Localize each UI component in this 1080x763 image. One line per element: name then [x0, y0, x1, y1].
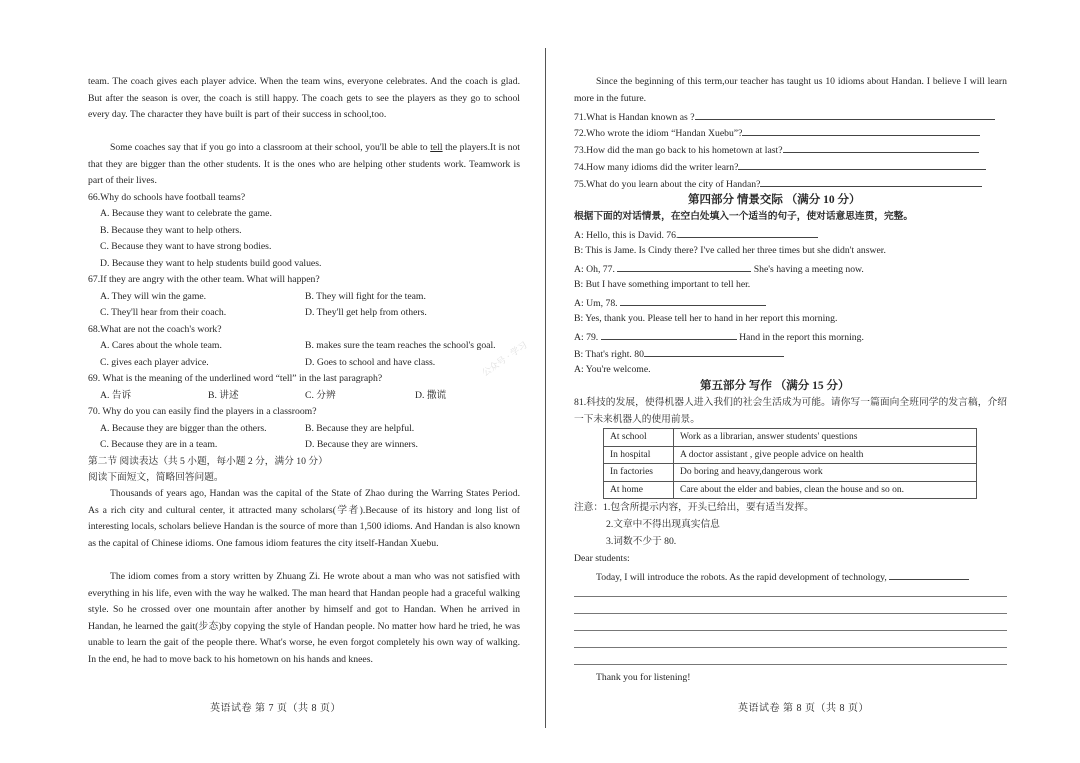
writing-line[interactable]	[574, 647, 1007, 648]
page-footer: 英语试卷 第 8 页（共 8 页）	[738, 703, 869, 714]
writing-prompt: 81.科技的发展，使得机器人进入我们的社会生活成为可能。请你写一篇面向全班同学的发言稿，介绍一下未来机器人的使用前景。	[574, 397, 1007, 425]
answer-blank[interactable]	[738, 160, 986, 170]
table-row	[604, 429, 977, 447]
table-cell: A doctor assistant , give people advice on health	[674, 446, 977, 464]
writing-line[interactable]	[574, 630, 1007, 631]
table-cell: At home	[604, 481, 674, 499]
dialogue-line: B: But I have something important to tell her.	[574, 279, 751, 290]
passage-paragraph: The idiom comes from a story written by Zhuang Zi. He wrote about a man who was not satisfied with everything in his life, even with the way he walked. The man heard that Handan people had a graceful walking style. So he crossed over one mountain after another by himself and got to Handan. When he arrived in Handan, he learned the gait(步态)by copying the style of Handan people. No matter how hard he tried, he was unable to learn the gait of the people there. What's worse, he even forgot completely his own way of walking. In the end, he had to move back to his hometown on his hands and knees.	[88, 571, 520, 665]
option: A. Cares about the whole team.	[100, 340, 222, 351]
writing-note: 3.词数不少于 80.	[606, 536, 677, 547]
passage-paragraph: Thousands of years ago, Handan was the capital of the State of Zhao during the Warring States Period. As a rich city and cultural center, it attracted many scholars(学者).Because of its history and long list of interesting locals, scholars believe Handan is the source of more than 1,500 idioms. And Handan is also known as the capital of Chinese idioms. One famous idiom features the city itself-Handan Xuebu.	[88, 488, 520, 549]
short-answer-question: 75.What do you learn about the city of Handan?	[574, 177, 982, 191]
option: A. Because they are bigger than the others.	[100, 423, 267, 434]
option: D. Because they want to help students build good values.	[100, 258, 322, 269]
underlined-word: tell	[430, 142, 443, 153]
dialogue-line: A: 79. Hand in the report this morning.	[574, 332, 864, 343]
question-stem: 68.What are not the coach's work?	[88, 324, 222, 335]
passage-paragraph: Since the beginning of this term,our teacher has taught us 10 idioms about Handan. I believe I will learn more in the future.	[574, 76, 1007, 104]
table-row	[604, 481, 977, 499]
table-cell: At school	[604, 429, 674, 447]
option: A. 告诉	[100, 390, 132, 401]
essay-opening: Today, I will introduce the robots. As the rapid development of technology,	[596, 570, 969, 584]
passage-paragraph: Some coaches say that if you go into a classroom at their school, you'll be able to tell the players.It is not that they are bigger than the other students. It is the ones who are helping other students work. Teamwork is part of their lives.	[88, 142, 520, 187]
passage-paragraph: team. The coach gives each player advice. When the team wins, everyone celebrates. And the coach is glad. But after the season is over, the coach is still happy. The coach gets to see the players as they go to school every day. The character they have built is part of their success in school,too.	[88, 76, 520, 121]
short-answer-question: 73.How did the man go back to his hometown at last?	[574, 143, 979, 157]
writing-note: 2.文章中不得出现真实信息	[606, 519, 720, 530]
dialogue-line: B: That's right. 80	[574, 347, 784, 361]
section-title: 第二节 阅读表达（共 5 小题，每小题 2 分，满分 10 分）	[88, 456, 328, 467]
answer-blank[interactable]	[678, 228, 818, 238]
writing-note: 注意：1.包含所提示内容，开头已给出，要有适当发挥。	[574, 502, 814, 513]
option: D. 撒谎	[415, 390, 447, 401]
question-stem: 69. What is the meaning of the underlined word “tell” in the last paragraph?	[88, 373, 383, 384]
answer-blank[interactable]	[601, 330, 737, 340]
part4-instruction: 根据下面的对话情景，在空白处填入一个适当的句子，使对话意思连贯，完整。	[574, 211, 914, 222]
table-cell: Do boring and heavy,dangerous work	[674, 464, 977, 482]
writing-line[interactable]	[574, 613, 1007, 614]
table-row	[604, 446, 977, 464]
option: C. Because they are in a team.	[100, 439, 218, 450]
option: B. 讲述	[208, 390, 239, 401]
dialogue-line: A: Hello, this is David. 76.	[574, 228, 818, 242]
answer-blank[interactable]	[760, 177, 982, 187]
option: A. They will win the game.	[100, 291, 207, 302]
robot-uses-table	[603, 428, 977, 499]
option: C. Because they want to have strong bodies.	[100, 241, 272, 252]
option: D. They'll get help from others.	[305, 307, 427, 318]
part4-title: 第四部分 情景交际 （满分 10 分）	[688, 194, 861, 206]
table-cell: In factories	[604, 464, 674, 482]
question-stem: 67.If they are angry with the other team. What will happen?	[88, 274, 320, 285]
table-cell: In hospital	[604, 446, 674, 464]
answer-blank[interactable]	[620, 296, 766, 306]
question-stem: 66.Why do schools have football teams?	[88, 192, 246, 203]
page-footer: 英语试卷 第 7 页（共 8 页）	[210, 703, 341, 714]
answer-blank[interactable]	[742, 126, 980, 136]
question-stem: 70. Why do you can easily find the players in a classroom?	[88, 406, 317, 417]
dialogue-line: A: You're welcome.	[574, 364, 651, 375]
table-row	[604, 464, 977, 482]
option: B. They will fight for the team.	[305, 291, 426, 302]
short-answer-question: 71.What is Handan known as ?	[574, 110, 995, 124]
watermark: 公众号 · 学习	[480, 339, 529, 379]
dialogue-line: A: Um, 78.	[574, 296, 766, 310]
section-instruction: 阅读下面短文，简略回答问题。	[88, 472, 224, 483]
option: B. Because they are helpful.	[305, 423, 415, 434]
part5-title: 第五部分 写作 （满分 15 分）	[700, 380, 850, 392]
table-cell: Work as a librarian, answer students' questions	[674, 429, 977, 447]
option: B. Because they want to help others.	[100, 225, 242, 236]
answer-blank[interactable]	[644, 347, 784, 357]
short-answer-question: 74.How many idioms did the writer learn?	[574, 160, 986, 174]
answer-blank[interactable]	[889, 570, 969, 580]
dialogue-line: A: Oh, 77. She's having a meeting now.	[574, 264, 864, 275]
answer-blank[interactable]	[783, 143, 979, 153]
option: A. Because they want to celebrate the game.	[100, 208, 272, 219]
table-cell: Care about the elder and babies, clean the house and so on.	[674, 481, 977, 499]
option: B. makes sure the team reaches the school's goal.	[305, 340, 496, 351]
essay-closing: Thank you for listening!	[596, 672, 691, 683]
option: C. They'll hear from their coach.	[100, 307, 227, 318]
option: D. Goes to school and have class.	[305, 357, 436, 368]
option: D. Because they are winners.	[305, 439, 418, 450]
page-divider	[545, 48, 546, 728]
writing-line[interactable]	[574, 596, 1007, 597]
answer-blank[interactable]	[695, 110, 995, 120]
writing-line[interactable]	[574, 664, 1007, 665]
dialogue-line: B: Yes, thank you. Please tell her to hand in her report this morning.	[574, 313, 838, 324]
option: C. 分辨	[305, 390, 336, 401]
short-answer-question: 72.Who wrote the idiom “Handan Xuebu”?	[574, 126, 980, 140]
dialogue-line: B: This is Jame. Is Cindy there? I've called her three times but she didn't answer.	[574, 245, 886, 256]
option: C. gives each player advice.	[100, 357, 209, 368]
salutation: Dear students:	[574, 553, 630, 564]
answer-blank[interactable]	[617, 262, 751, 272]
